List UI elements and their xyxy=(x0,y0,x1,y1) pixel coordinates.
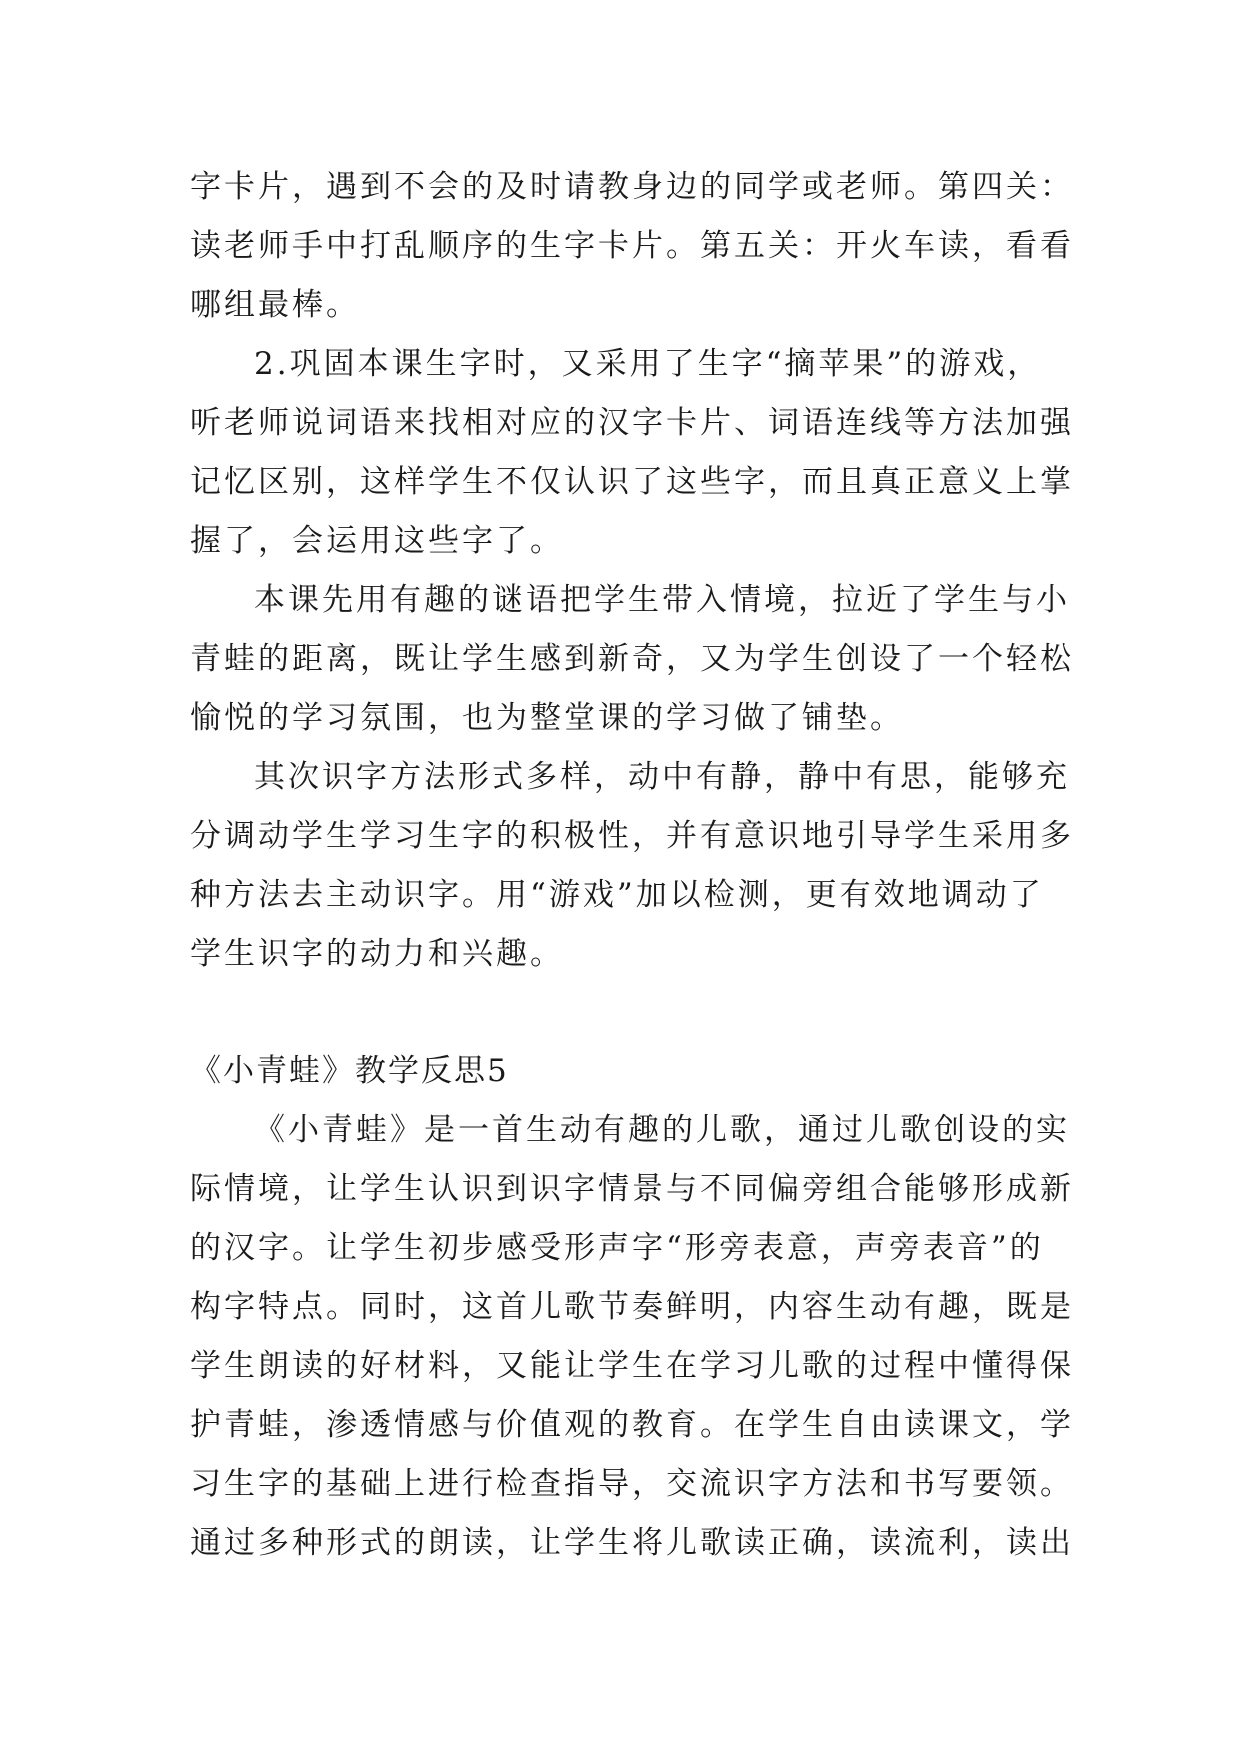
text-line: 际情境，让学生认识到识字情景与不同偏旁组合能够形成新 xyxy=(190,1171,1074,1207)
text-line: 分调动学生学习生字的积极性，并有意识地引导学生采用多 xyxy=(190,818,1074,854)
text-line: 《小青蛙》是一首生动有趣的儿歌，通过儿歌创设的实 xyxy=(254,1112,1070,1148)
paragraph-continuation xyxy=(190,158,1074,335)
text-line: 愉悦的学习氛围，也为整堂课的学习做了铺垫。 xyxy=(190,700,904,736)
text-line: 通过多种形式的朗读，让学生将儿歌读正确，读流利，读出 xyxy=(190,1525,1074,1561)
text-line: 学生朗读的好材料，又能让学生在学习儿歌的过程中懂得保 xyxy=(190,1348,1074,1384)
text-line: 种方法去主动识字。用“游戏”加以检测，更有效地调动了 xyxy=(190,877,1044,913)
text-line: 的汉字。让学生初步感受形声字“形旁表意，声旁表音”的 xyxy=(190,1230,1044,1266)
text-line: 构字特点。同时，这首儿歌节奏鲜明，内容生动有趣，既是 xyxy=(190,1289,1074,1325)
paragraph-methods xyxy=(190,748,1074,984)
text-line: 听老师说词语来找相对应的汉字卡片、词语连线等方法加强 xyxy=(190,405,1074,441)
text-line: 其次识字方法形式多样，动中有静，静中有思，能够充 xyxy=(254,759,1070,795)
text-line: 学生识字的动力和兴趣。 xyxy=(190,936,564,972)
text-line: 习生字的基础上进行检查指导，交流识字方法和书写要领。 xyxy=(190,1466,1074,1502)
text-line: 哪组最棒。 xyxy=(190,287,360,323)
document-body xyxy=(190,158,1074,1573)
paragraph-riddle-intro xyxy=(190,571,1074,748)
text-line: 字卡片，遇到不会的及时请教身边的同学或老师。第四关： xyxy=(190,169,1074,205)
text-line: 握了，会运用这些字了。 xyxy=(190,523,564,559)
text-line: 护青蛙，渗透情感与价值观的教育。在学生自由读课文，学 xyxy=(190,1407,1074,1443)
paragraph-reflection-5 xyxy=(190,1101,1074,1573)
section-heading: 《小青蛙》教学反思5 xyxy=(190,1053,509,1089)
text-line: 读老师手中打乱顺序的生字卡片。第五关：开火车读，看看 xyxy=(190,228,1074,264)
text-line: 本课先用有趣的谜语把学生带入情境，拉近了学生与小 xyxy=(254,582,1070,618)
text-line: 记忆区别，这样学生不仅认识了这些字，而且真正意义上掌 xyxy=(190,464,1074,500)
section-spacer xyxy=(190,984,1050,1042)
text-line: 青蛙的距离，既让学生感到新奇，又为学生创设了一个轻松 xyxy=(190,641,1074,677)
paragraph-consolidation xyxy=(190,335,1074,571)
text-line: 2.巩固本课生字时，又采用了生字“摘苹果”的游戏， xyxy=(254,346,1042,382)
